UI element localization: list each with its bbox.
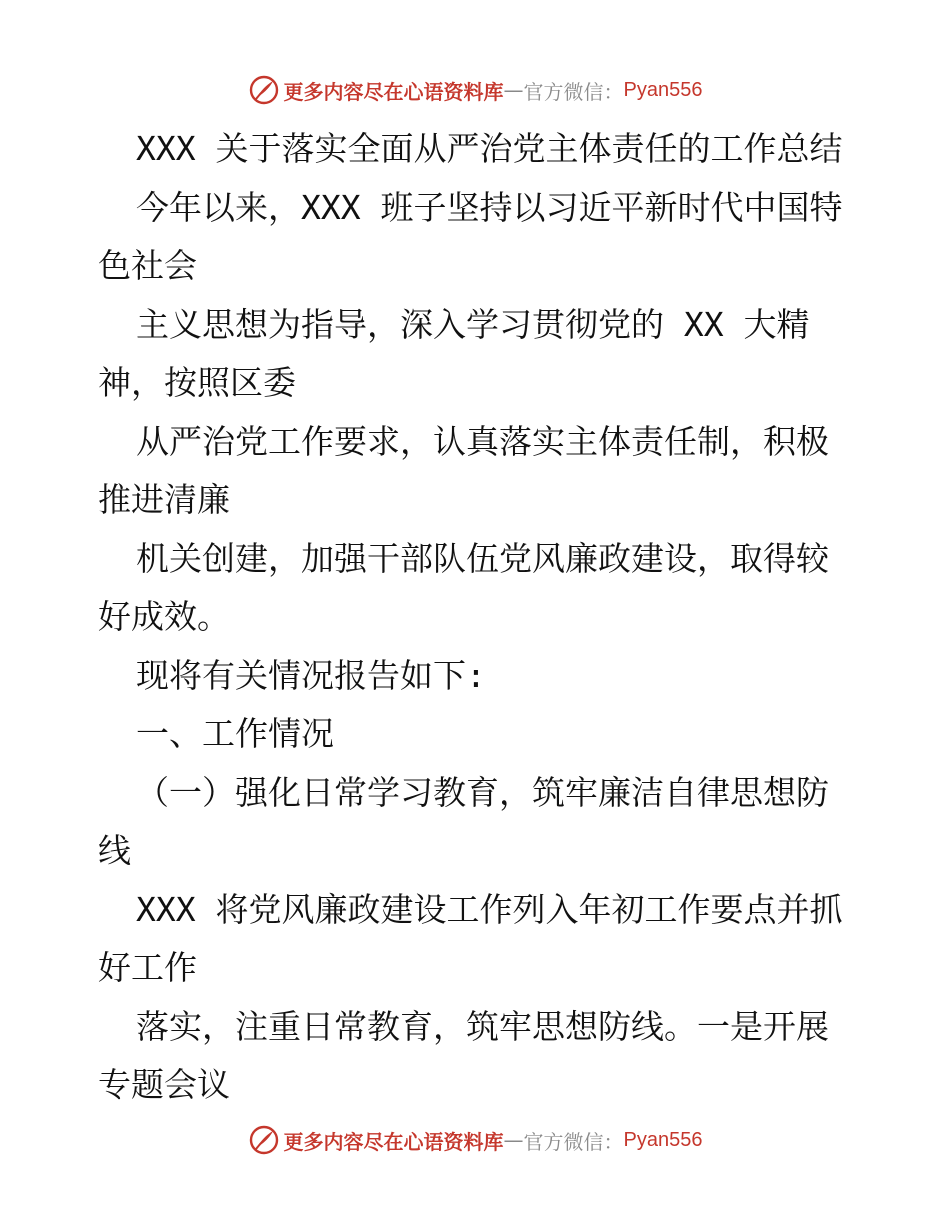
paragraph-line: 好成效。	[98, 597, 230, 636]
paragraph-line: 从严治党工作要求，认真落实主体责任制，积极	[136, 421, 829, 461]
paragraph-line: 主义思想为指导，深入学习贯彻党的 XX 大精	[136, 304, 810, 344]
paragraph-line: 落实，注重日常教育，筑牢思想防线。一是开展	[136, 1006, 829, 1046]
paragraph-line: 今年以来，XXX 班子坚持以习近平新时代中国特	[136, 187, 843, 227]
watermark-wechat-label: 官方微信：	[523, 1129, 624, 1154]
feather-pen-logo-icon	[248, 1124, 280, 1156]
document-body	[98, 120, 858, 1115]
watermark-site-text: 更多内容尽在心语资料库	[283, 1129, 504, 1154]
feather-pen-logo-icon	[248, 74, 280, 106]
watermark-dash: —	[503, 78, 524, 102]
paragraph-line: 神，按照区委	[98, 363, 296, 402]
document-title: XXX 关于落实全面从严治党主体责任的工作总结	[136, 129, 843, 168]
section-heading: 一、工作情况	[136, 714, 334, 753]
watermark-wechat-id: Pyan556	[623, 78, 703, 101]
subsection-heading: （一）强化日常学习教育，筑牢廉洁自律思想防	[136, 772, 829, 812]
watermark-site-text: 更多内容尽在心语资料库	[283, 79, 504, 104]
paragraph-line: 推进清廉	[98, 480, 230, 519]
paragraph-line: 好工作	[98, 948, 197, 987]
paragraph-line: 专题会议	[98, 1065, 230, 1104]
watermark-wechat-id: Pyan556	[623, 1128, 703, 1151]
paragraph-line: XXX 将党风廉政建设工作列入年初工作要点并抓	[136, 889, 843, 929]
watermark-wechat-label: 官方微信：	[523, 79, 624, 104]
watermark-dash: —	[503, 1128, 524, 1152]
watermark-banner-top	[0, 70, 950, 110]
watermark-banner-bottom	[0, 1120, 950, 1160]
subsection-heading-continued: 线	[98, 831, 131, 870]
paragraph-line: 色社会	[98, 246, 197, 285]
paragraph-line: 现将有关情况报告如下:	[136, 655, 486, 695]
paragraph-line: 机关创建，加强干部队伍党风廉政建设，取得较	[136, 538, 829, 578]
